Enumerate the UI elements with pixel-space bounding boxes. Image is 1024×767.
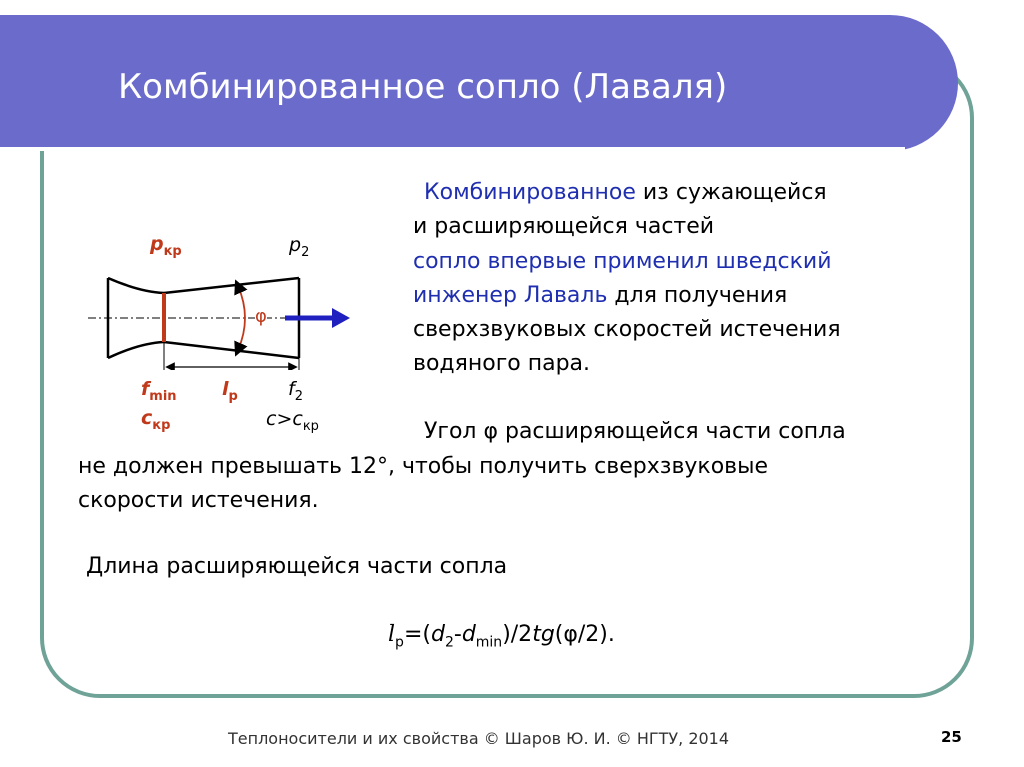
title-underline <box>0 147 905 151</box>
desc-highlight: сопло впервые применил шведский <box>413 249 832 274</box>
label-c-cr: $c_{кр}$ <box>141 407 171 433</box>
converging-wall-top <box>108 278 164 293</box>
flow-arrow-head <box>332 308 350 328</box>
label-l-p: $l_р$ <box>222 378 238 404</box>
angle-line-2: не должен превышать 12°, чтобы получить сверхзвуковые <box>78 454 769 479</box>
length-heading: Длина расширяющейся части сопла <box>86 554 508 579</box>
desc-line-5 <box>413 319 841 341</box>
desc-line-6 <box>413 353 590 375</box>
slide-frame <box>40 58 974 698</box>
label-phi: φ <box>255 306 267 327</box>
desc-text: для получения <box>607 283 788 308</box>
page-number: 25 <box>941 728 962 746</box>
desc-line-4 <box>413 285 787 307</box>
title-bar <box>0 15 958 151</box>
footer-text: Теплоносители и их свойства © Шаров Ю. И. © НГТУ, 2014 <box>228 729 730 748</box>
label-f-min: $f_{min}$ <box>141 378 177 404</box>
label-f2: $f_2$ <box>288 378 303 404</box>
angle-line-3: скорости истечения. <box>78 488 319 513</box>
label-p-cr: $p_{кр}$ <box>150 233 182 259</box>
label-c-gt-c-cr: $c>c_{кр}$ <box>266 408 319 434</box>
label-p2: $p_2$ <box>289 234 310 260</box>
desc-text: водяного пара. <box>413 351 591 376</box>
angle-line-1: Угол φ расширяющейся части сопла <box>424 419 846 444</box>
desc-line-3 <box>413 251 832 273</box>
nozzle-svg <box>80 230 370 370</box>
diverging-wall-top <box>164 278 299 293</box>
slide-title: Комбинированное сопло (Лаваля) <box>118 67 728 107</box>
length-formula: $l_р=(d_2-d_{min})/2tg(\varphi/2)$. <box>388 622 615 651</box>
desc-line-1 <box>424 182 827 204</box>
diverging-wall-bottom <box>164 342 299 358</box>
desc-text: и расширяющейся частей <box>413 214 715 239</box>
converging-wall-bottom <box>108 342 164 358</box>
desc-highlight: Комбинированное <box>424 180 636 205</box>
desc-line-2 <box>413 216 714 238</box>
desc-text: из сужающейся <box>635 180 827 205</box>
laval-nozzle-diagram <box>80 230 370 374</box>
desc-text: сверхзвуковых скоростей истечения <box>413 317 841 342</box>
desc-highlight: инженер Лаваль <box>413 283 608 308</box>
